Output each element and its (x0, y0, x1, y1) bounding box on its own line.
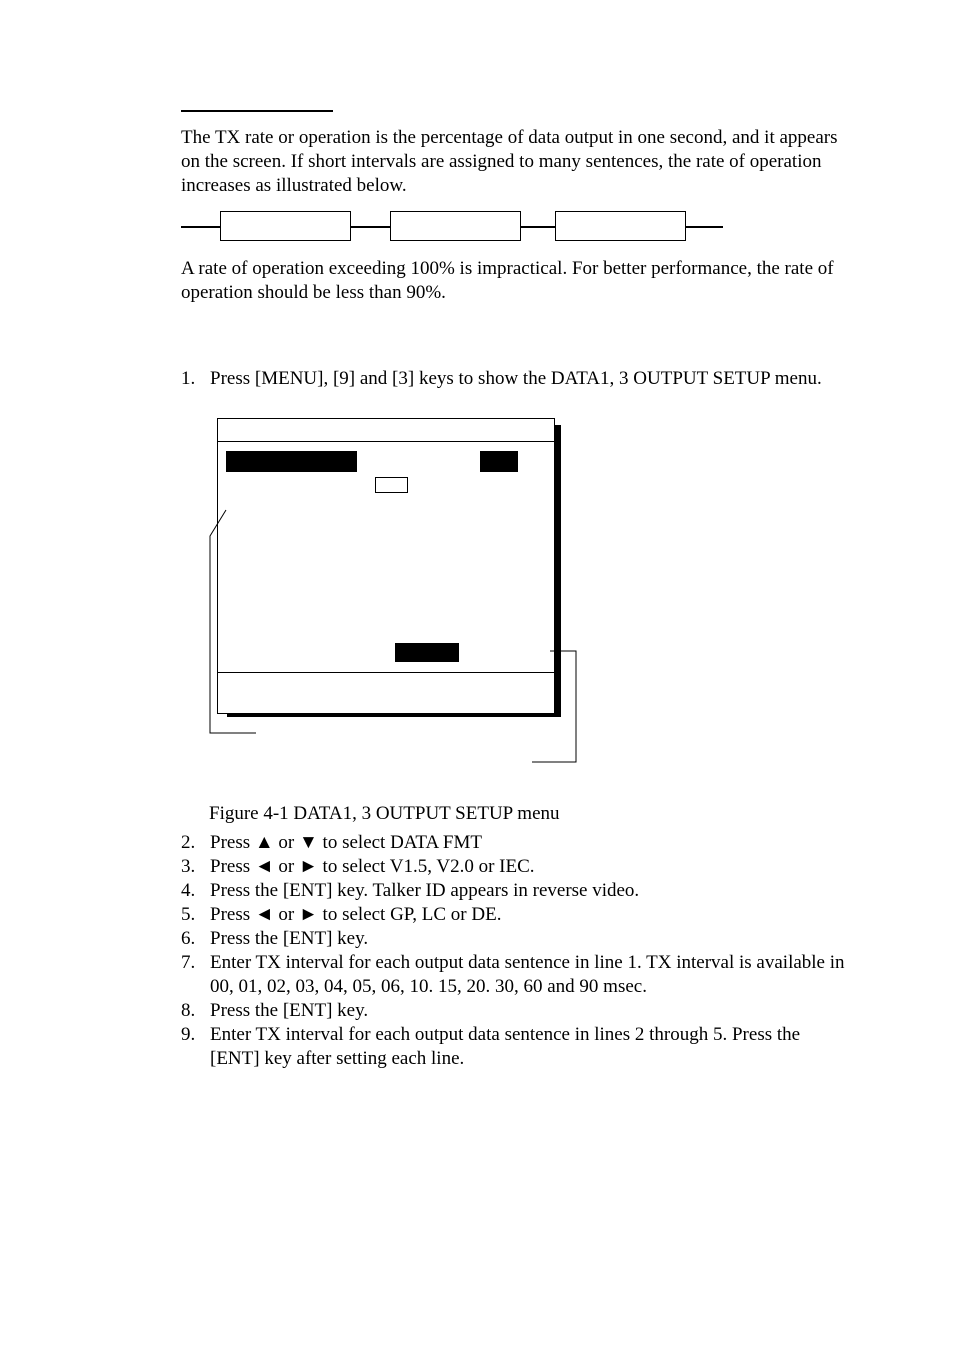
step-number: 9. (181, 1024, 196, 1045)
illustration-line (521, 226, 555, 228)
step-number: 7. (181, 952, 196, 973)
step-number: 4. (181, 880, 196, 901)
step-text: Press the [ENT] key. Talker ID appears in reverse video. (210, 880, 640, 901)
steps-list-a (181, 367, 851, 391)
step-item (181, 831, 851, 855)
step-text: Press ◄ or ► to select GP, LC or DE. (210, 904, 502, 925)
tx-rate-illustration (181, 211, 741, 243)
talker-id-box (375, 477, 408, 493)
illustration-box-3 (555, 211, 686, 241)
intro-paragraph: The TX rate or operation is the percentage of data output in one second, and it appears on the screen. If short intervals are assigned to many sentences, the rate of operation increases as illustrated below. (181, 127, 838, 196)
step-text: Enter TX interval for each output data sentence in line 1. TX interval is available in 00, 01, 02, 03, 04, 05, 06, 10. 15, 20. 30, 60 and 90 msec. (210, 952, 845, 997)
illustration-box-2 (390, 211, 521, 241)
output-setup-menu-screen (217, 418, 555, 714)
step-number: 5. (181, 904, 196, 925)
screen-title-divider (218, 441, 554, 442)
step-item (181, 367, 851, 391)
highlight-format-value (480, 451, 518, 472)
steps-list-b (181, 831, 851, 1071)
section-heading-rule (181, 110, 333, 112)
step-number: 1. (181, 368, 196, 389)
step-number: 2. (181, 832, 196, 853)
screen-footer-divider (218, 672, 554, 673)
step-text: Press [MENU], [9] and [3] keys to show the DATA1, 3 OUTPUT SETUP menu. (210, 368, 822, 389)
step-item (181, 951, 851, 999)
step-text: Press ▲ or ▼ to select DATA FMT (210, 832, 482, 853)
highlight-tx-rate (395, 643, 459, 662)
note-paragraph: A rate of operation exceeding 100% is impractical. For better performance, the rate of operation should be less than 90%. (181, 258, 834, 303)
step-text: Enter TX interval for each output data sentence in lines 2 through 5. Press the [ENT] key after setting each line. (210, 1024, 801, 1069)
step-item (181, 1023, 851, 1071)
left-callout-leader (200, 500, 260, 740)
step-text: Press the [ENT] key. (210, 928, 369, 949)
step-item (181, 855, 851, 879)
illustration-box-1 (220, 211, 351, 241)
step-number: 8. (181, 1000, 196, 1021)
highlight-data-fmt (226, 451, 357, 472)
step-item (181, 927, 851, 951)
step-text: Press the [ENT] key. (210, 1000, 369, 1021)
step-number: 6. (181, 928, 196, 949)
step-text: Press ◄ or ► to select V1.5, V2.0 or IEC. (210, 856, 535, 877)
step-number: 3. (181, 856, 196, 877)
right-callout-leader (525, 645, 585, 770)
step-item (181, 903, 851, 927)
illustration-line (351, 226, 390, 228)
figure-caption: Figure 4-1 DATA1, 3 OUTPUT SETUP menu (209, 803, 560, 824)
illustration-line (181, 226, 220, 228)
illustration-line (686, 226, 723, 228)
step-item (181, 879, 851, 903)
step-item (181, 999, 851, 1023)
